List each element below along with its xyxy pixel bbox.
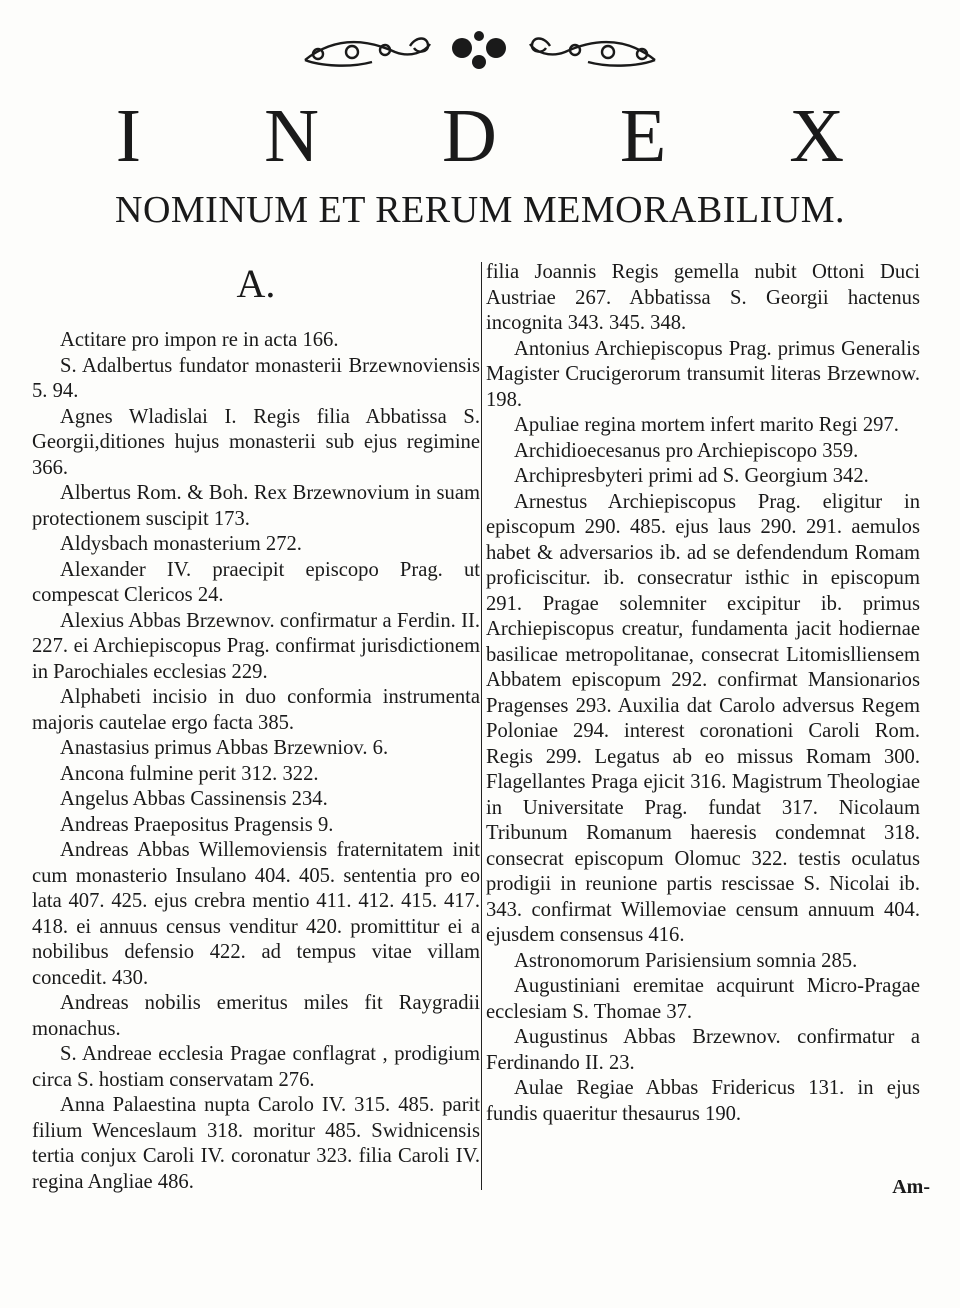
- index-entry: Andreas Abbas Willemoviensis fraternitatem init cum monasterio Insulano 404. 405. sententia pro eo lata 407. 425. ejus crebra mentio 411. 412. 415. 417. 418. ei annuus census venditur 420. promittitur ei a nobilibus defensio 422. ad tempus vitae villam concedit. 430.: [32, 839, 480, 989]
- index-entry: Alexius Abbas Brzewnov. confirmatur a Ferdin. II. 227. ei Archiepiscopus Prag. confirmat jurisdictionem in Parochiales ecclesias 229.: [32, 609, 480, 683]
- index-entry: Apuliae regina mortem infert marito Regi 297.: [514, 414, 899, 436]
- index-column-left: [32, 260, 480, 1195]
- index-entry: Antonius Archiepiscopus Prag. primus Generalis Magister Crucigerorum transumit literas Brzewnow. 198.: [486, 337, 920, 411]
- page-subtitle: NOMINUM ET RERUM MEMORABILIUM.: [115, 189, 845, 231]
- index-entry: S. Adalbertus fundator monasterii Brzewnoviensis 5. 94.: [32, 354, 480, 402]
- column-divider: [481, 262, 482, 1190]
- index-entry: Andreas Praepositus Pragensis 9.: [60, 813, 334, 836]
- index-entry: Anastasius primus Abbas Brzewniov. 6.: [60, 737, 389, 759]
- index-entry: Ancona fulmine perit 312. 322.: [60, 762, 319, 785]
- index-entry: Alphabeti incisio in duo conformia instrumenta majoris cautelae ergo facta 385.: [32, 686, 480, 734]
- index-entry: Astronomorum Parisiensium somnia 285.: [514, 949, 858, 972]
- index-entry: Anna Palaestina nupta Carolo IV. 315. 485. parit filium Wenceslaum 318. moritur 485. Swidnicensis tertia conjux Caroli IV. coronatur 323. filia Caroli IV. regina Angliae 486.: [32, 1094, 480, 1193]
- index-entry: Agnes Wladislai I. Regis filia Abbatissa S. Georgii,ditiones hujus monasterii sub ejus regimine 366.: [32, 405, 480, 479]
- index-entry: Alexander IV. praecipit episcopo Prag. ut compescat Clericos 24.: [32, 558, 480, 606]
- index-entry: Albertus Rom. & Boh. Rex Brzewnovium in suam protectionem suscipit 173.: [32, 482, 480, 530]
- index-entry-continued: filia Joannis Regis gemella nubit Ottoni Duci Austriae 267. Abbatissa S. Georgii hactenus incognita 343. 345. 348.: [486, 261, 920, 334]
- index-entry: S. Andreae ecclesia Pragae conflagrat , prodigium circa S. hostiam conservatam 276.: [32, 1043, 480, 1091]
- index-entry: Augustinus Abbas Brzewnov. confirmatur a Ferdinando II. 23.: [486, 1026, 920, 1074]
- index-entry: Aulae Regiae Abbas Fridericus 131. in ejus fundis quaeritur thesaurus 190.: [486, 1077, 920, 1125]
- index-column-right: [486, 260, 920, 1127]
- index-entry: Actitare pro impon re in acta 166.: [60, 329, 339, 351]
- page-title: I N D E X: [115, 94, 897, 178]
- index-entry: Arnestus Archiepiscopus Prag. eligitur in episcopum 290. 485. ejus laus 290. 291. aemulos habet & adversarios ib. ad se defendendum Romam proficiscitur. ib. consecratur isthic in episcopum 291. Pragae solemniter excipitur ib. primus Archiepiscopus creatur, fundamenta jacit hodiernae basilicae metropolitanae, consecrat Litomislliensem Abbatem episcopum 292. confirmat Mansionarios Pragenses 293. Auxilia dat Carolo adversus Regem Poloniae 294. interest coronationi Caroli Rom. Regis 299. Legatus ab eo missus Romam 300. Flagellantes Praga ejicit 316. Magistrum Theologiae in Universitate Prag. fundat 317. Nicolaum Tribunum Romanum haeresis condemnat 318. consecrat episcopum Olomuc 322. testis oculatus prodigii in reunione partis rescissae S. Nicolai ib. 343. confirmat Willemoviae censum annuum 404. ejusdem consensus 416.: [486, 490, 920, 946]
- index-entry: Angelus Abbas Cassinensis 234.: [60, 788, 328, 810]
- section-letter: A.: [236, 261, 276, 306]
- catchword: Am-: [892, 1176, 930, 1198]
- index-entry: Aldysbach monasterium 272.: [60, 533, 302, 555]
- index-entry: Archidioecesanus pro Archiepiscopo 359.: [514, 439, 859, 462]
- index-entry: Archipresbyteri primi ad S. Georgium 342.: [514, 465, 869, 487]
- index-entry: Andreas nobilis emeritus miles fit Raygradii monachus.: [32, 992, 480, 1040]
- floral-ornament-icon: [0, 22, 960, 74]
- index-entry: Augustiniani eremitae acquirunt Micro-Pragae ecclesiam S. Thomae 37.: [486, 975, 920, 1023]
